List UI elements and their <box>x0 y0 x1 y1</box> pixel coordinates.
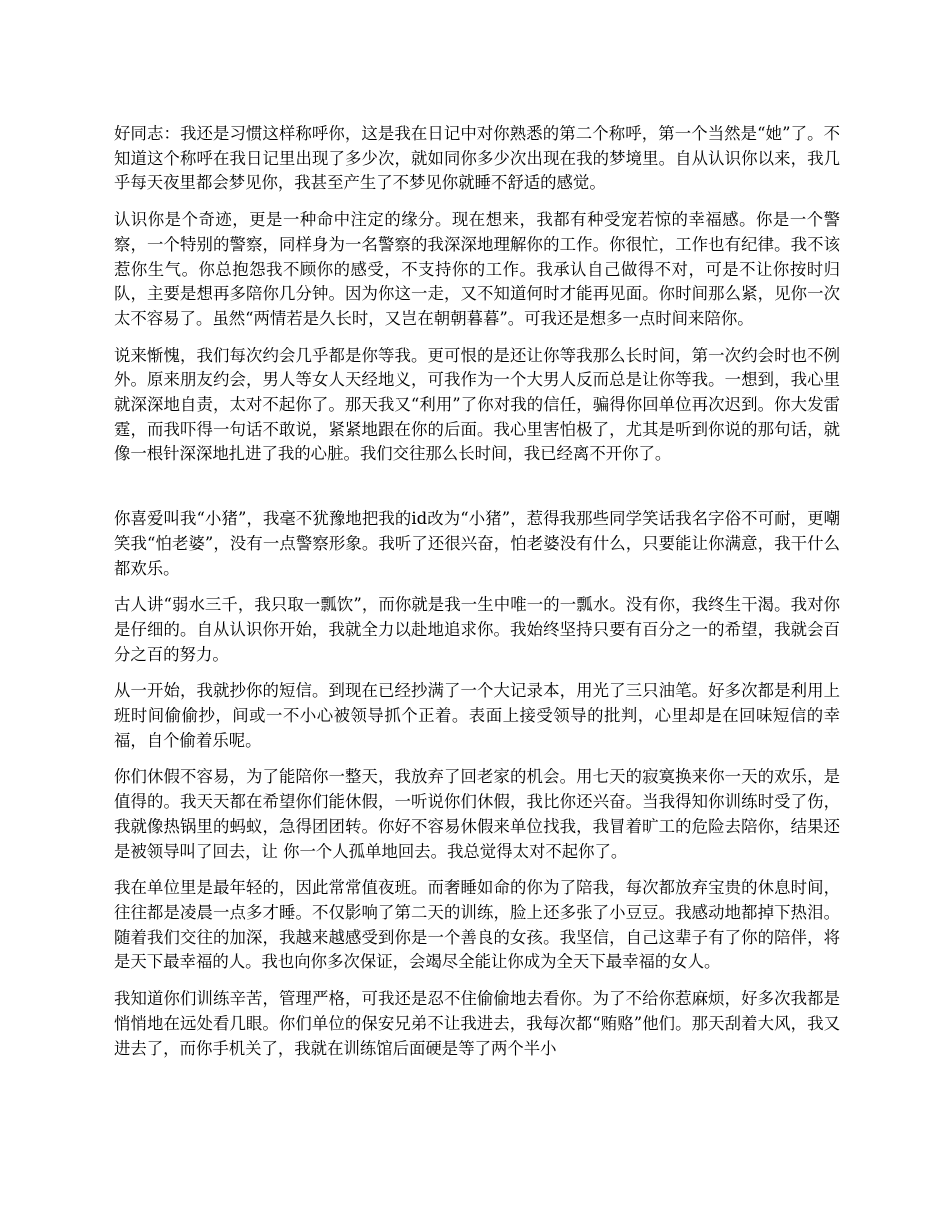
paragraph-7: 你们休假不容易，为了能陪你一整天，我放弃了回老家的机会。用七天的寂寞换来你一天的欢乐，是值得的。我天天都在希望你们能休假，一听说你们休假，我比你还兴奋。当我得知你训练时受了伤，我就像热锅里的蚂蚁，急得团团转。你好不容易休假来单位找我，我冒着旷工的危险去陪你，结果还是被领导叫了回去，让 你一个人孤单地回去。我总觉得太对不起你了。 <box>114 767 840 861</box>
paragraph-8: 我在单位里是最年轻的，因此常常值夜班。而奢睡如命的你为了陪我，每次都放弃宝贵的休息时间，往往都是凌晨一点多才睡。不仅影响了第二天的训练，脸上还多张了小豆豆。我感动地都掉下热泪。随着我们交往的加深，我越来越感受到你是一个善良的女孩。我坚信，自己这辈子有了你的陪伴，将是天下最幸福的人。我也向你多次保证，会竭尽全能让你成为全天下最幸福的女人。 <box>114 878 840 972</box>
paragraph-3: 说来惭愧，我们每次约会几乎都是你等我。更可恨的是还让你等我那么长时间，第一次约会时也不例外。原来朋友约会，男人等女人天经地义，可我作为一个大男人反而总是让你等我。一想到，我心里就深深地自责，太对不起你了。那天我又“利用”了你对我的信任，骗得你回单位再次迟到。你大发雷霆，而我吓得一句话不敢说，紧紧地跟在你的后面。我心里害怕极了，尤其是听到你说的那句话，就像一根针深深地扎进了我的心脏。我们交往那么长时间，我已经离不开你了。 <box>114 345 840 464</box>
paragraph-6: 从一开始，我就抄你的短信。到现在已经抄满了一个大记录本，用光了三只油笔。好多次都是利用上班时间偷偷抄，间或一不小心被领导抓个正着。表面上接受领导的批判，心里却是在回味短信的幸福，自个偷着乐呢。 <box>114 681 840 750</box>
paragraph-1: 好同志：我还是习惯这样称呼你，这是我在日记中对你熟悉的第二个称呼，第一个当然是“她”了。不知道这个称呼在我日记里出现了多少次，就如同你多少次出现在我的梦境里。自从认识你以来，我几乎每天夜里都会梦见你，我甚至产生了不梦见你就睡不舒适的感觉。 <box>114 124 840 193</box>
paragraph-4: 你喜爱叫我“小猪”，我毫不犹豫地把我的id改为“小猪”，惹得我那些同学笑话我名字俗不可耐，更嘲笑我“怕老婆”，没有一点警察形象。我听了还很兴奋，怕老婆没有什么，只要能让你满意，我干什么都欢乐。 <box>114 509 840 578</box>
paragraph-2: 认识你是个奇迹，更是一种命中注定的缘分。现在想来，我都有种受宠若惊的幸福感。你是一个警察，一个特别的警察，同样身为一名警察的我深深地理解你的工作。你很忙，工作也有纪律。我不该惹你生气。你总抱怨我不顾你的感受，不支持你的工作。我承认自己做得不对，可是不让你按时归队，主要是想再多陪你几分钟。因为你这一走，又不知道何时才能再见面。你时间那么紧，见你一次太不容易了。虽然“两情若是久长时，又岂在朝朝暮暮”。可我还是想多一点时间来陪你。 <box>114 210 840 328</box>
paragraph-5: 古人讲“弱水三千，我只取一瓢饮”，而你就是我一生中唯一的一瓢水。没有你，我终生干渴。我对你是仔细的。自从认识你开始，我就全力以赴地追求你。我始终坚持只要有百分之一的希望，我就会百分之百的努力。 <box>114 595 840 664</box>
paragraph-9: 我知道你们训练辛苦，管理严格，可我还是忍不住偷偷地去看你。为了不给你惹麻烦，好多次我都是悄悄地在远处看几眼。你们单位的保安兄弟不让我进去，我每次都“贿赂”他们。那天刮着大风，我又进去了，而你手机关了，我就在训练馆后面硬是等了两个半小 <box>114 989 840 1058</box>
